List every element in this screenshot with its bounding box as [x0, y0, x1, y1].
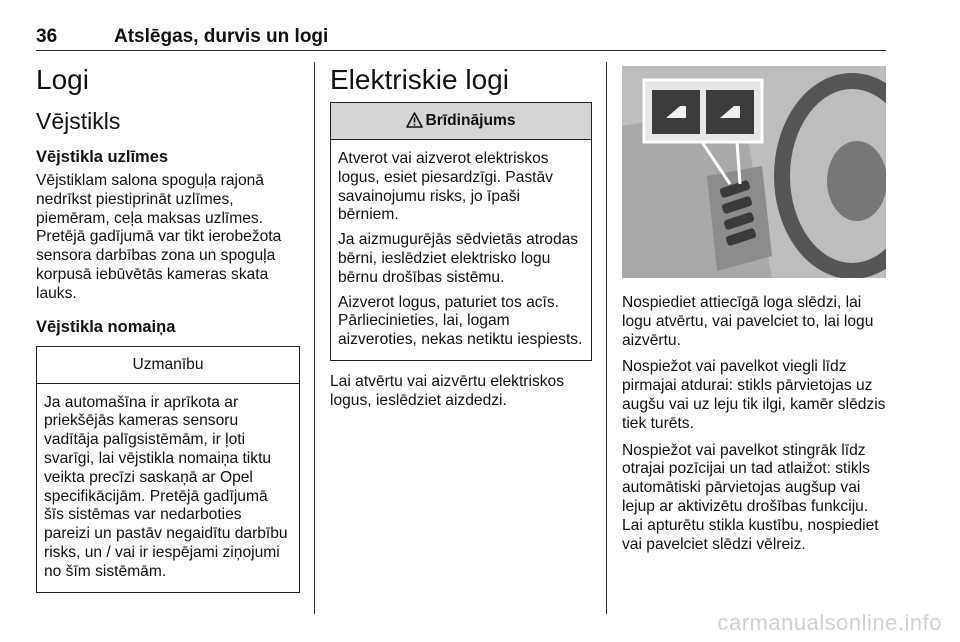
heading-windscreen-replacement: Vējstikla nomaiņa: [36, 317, 176, 336]
second-detent-paragraph: Nospiežot vai pavelkot stingrāk līdz otrajai pozīcijai un tad atlaižot: stikls automātiski pārvietojas augšup vai lejup ar aktivizētu drošības funkciju. Lai apturētu stikla kustību, nospiediet vai pavelciet slēdzi vēlreiz.: [622, 441, 879, 553]
subsection-title: Vējstikls: [36, 108, 121, 134]
warning-text: Ja aizmugurējās sēdvietās atrodas bērni, ieslēdziet elektrisko logu bērnu drošības sistēmu.: [338, 231, 579, 286]
column-right: [622, 66, 886, 554]
section-title: Logi: [36, 64, 89, 95]
warning-box: [330, 102, 592, 361]
warning-text: Aizverot logus, paturiet tos acīs. Pārliecinieties, lai, logam aizveroties, nekas netiktu iespiests.: [338, 293, 583, 349]
ignition-paragraph: Lai atvērtu vai aizvērtu elektriskos logus, ieslēdziet aizdedzi.: [330, 372, 565, 409]
warning-header: [331, 103, 591, 140]
warning-text: Atverot vai aizverot elektriskos logus, esiet piesardzīgi. Pastāv savainojumu risks, jo īpaši bērniem.: [338, 150, 553, 224]
page-header: [36, 24, 886, 51]
chapter-title: Atslēgas, durvis un logi: [114, 26, 329, 47]
caution-box: [36, 346, 300, 593]
caution-title: Uzmanību: [37, 347, 299, 384]
column-divider: [314, 62, 315, 614]
column-left: [36, 62, 300, 593]
power-windows-heading: Elektriskie logi: [330, 64, 509, 95]
stickers-paragraph: Vējstiklam salona spoguļa rajonā nedrīkst piestiprināt uzlīmes, piemēram, ceļa maksas uzlīmes. Pretējā gadījumā var tikt ierobežota sensora darbības zona un spoguļa korpusā iebūvētās kameras skata lauks.: [36, 172, 282, 302]
switch-instruction-paragraph: Nospiediet attiecīgā loga slēdzi, lai logu atvērtu, vai pavelciet to, lai logu aizvērtu.: [622, 294, 874, 349]
warning-title: Brīdinājums: [425, 112, 516, 129]
caution-text: Ja automašīna ir aprīkota ar priekšējās kameras sensoru vadītāja palīgsistēmām, ir ļoti svarīgi, lai vējstikla nomaiņa tiktu veikta precīzi saskaņā ar Opel specifikācijām. Pretējā gadījumā šīs sistēmas var nedarboties pareizi un pastāv negaidītu darbību risks, un / vai ir iespējami ziņojumi no šīm sistēmām.: [44, 393, 288, 580]
window-switch-photo: [622, 66, 886, 278]
warning-triangle-icon: [406, 106, 423, 142]
heading-windscreen-stickers: Vējstikla uzlīmes: [36, 148, 169, 166]
first-detent-paragraph: Nospiežot vai pavelkot viegli līdz pirmajai atdurai: stikls pārvietojas uz augšu vai uz leju tik ilgi, kamēr slēdzis tiek turēts.: [622, 358, 886, 432]
column-divider: [606, 62, 607, 614]
watermark: carmanualsonline.info: [717, 610, 942, 635]
page-number: 36: [36, 26, 58, 47]
column-middle: [330, 62, 592, 411]
